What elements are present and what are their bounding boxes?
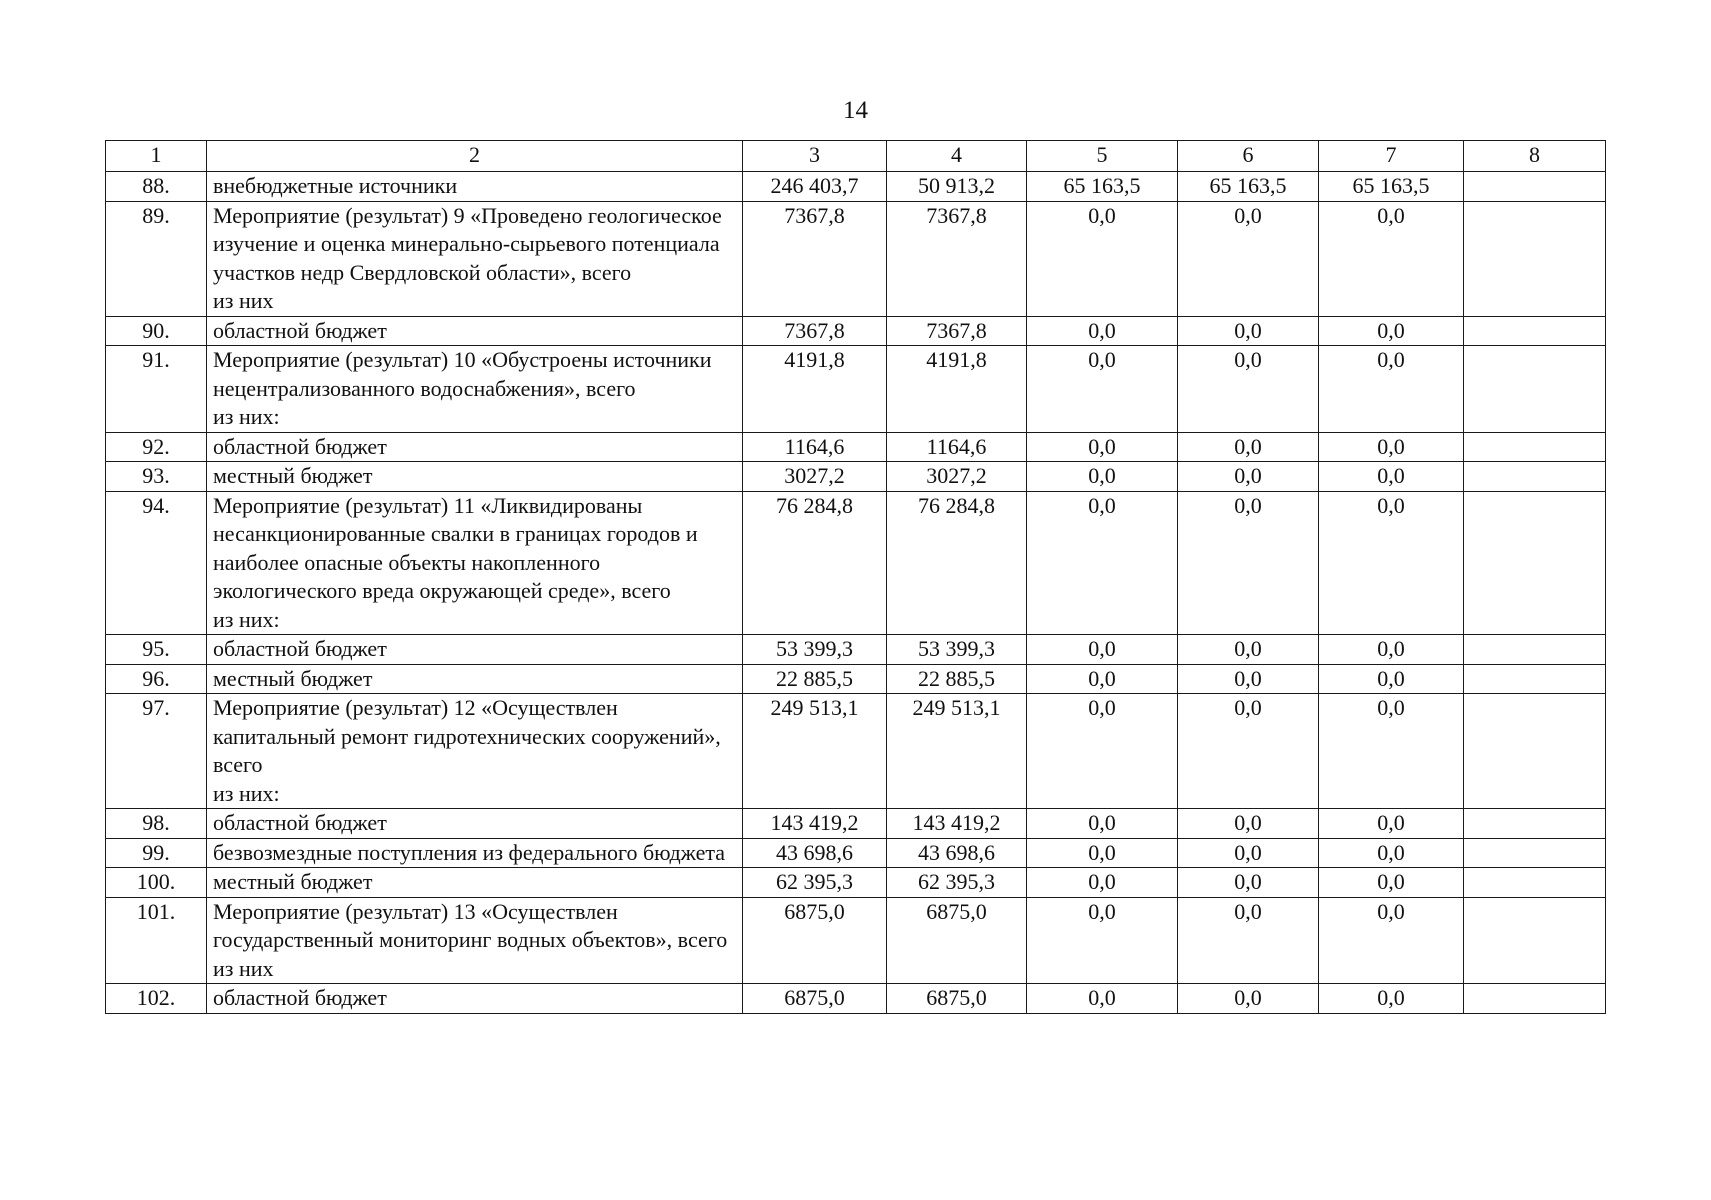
table-row [106, 664, 1606, 694]
value-cell-col6: 0,0 [1178, 201, 1319, 316]
value-cell-col8 [1464, 838, 1606, 868]
value-cell-col7: 0,0 [1319, 868, 1464, 898]
value-cell-col6: 0,0 [1178, 635, 1319, 665]
value-cell-col7: 0,0 [1319, 201, 1464, 316]
row-number-cell: 91. [106, 346, 207, 433]
value-cell-col8 [1464, 172, 1606, 202]
value-cell-col4: 50 913,2 [887, 172, 1027, 202]
value-cell-col4: 43 698,6 [887, 838, 1027, 868]
value-cell-col5: 0,0 [1027, 984, 1178, 1014]
value-cell-col4: 7367,8 [887, 201, 1027, 316]
value-cell-col6: 0,0 [1178, 491, 1319, 635]
value-cell-col3: 76 284,8 [743, 491, 887, 635]
table-row [106, 694, 1606, 809]
value-cell-col8 [1464, 694, 1606, 809]
value-cell-col5: 0,0 [1027, 346, 1178, 433]
value-cell-col6: 0,0 [1178, 984, 1319, 1014]
value-cell-col6: 0,0 [1178, 809, 1319, 839]
header-cell: 8 [1464, 141, 1606, 172]
page-number: 14 [843, 97, 868, 124]
table-row [106, 635, 1606, 665]
value-cell-col4: 3027,2 [887, 462, 1027, 492]
value-cell-col7: 0,0 [1319, 316, 1464, 346]
row-name-cell: местный бюджет [207, 664, 743, 694]
value-cell-col6: 0,0 [1178, 838, 1319, 868]
value-cell-col6: 0,0 [1178, 664, 1319, 694]
row-number-cell: 97. [106, 694, 207, 809]
table-body [106, 141, 1606, 1014]
row-number-cell: 88. [106, 172, 207, 202]
value-cell-col3: 3027,2 [743, 462, 887, 492]
value-cell-col4: 6875,0 [887, 984, 1027, 1014]
value-cell-col4: 1164,6 [887, 432, 1027, 462]
row-number-cell: 89. [106, 201, 207, 316]
table-row [106, 201, 1606, 316]
value-cell-col3: 4191,8 [743, 346, 887, 433]
value-cell-col8 [1464, 316, 1606, 346]
table-row [106, 868, 1606, 898]
value-cell-col7: 0,0 [1319, 664, 1464, 694]
table-row [106, 172, 1606, 202]
row-number-cell: 90. [106, 316, 207, 346]
value-cell-col6: 0,0 [1178, 897, 1319, 984]
value-cell-col4: 53 399,3 [887, 635, 1027, 665]
value-cell-col7: 65 163,5 [1319, 172, 1464, 202]
row-number-cell: 94. [106, 491, 207, 635]
row-number-cell: 95. [106, 635, 207, 665]
value-cell-col8 [1464, 897, 1606, 984]
value-cell-col8 [1464, 664, 1606, 694]
table-row [106, 838, 1606, 868]
row-number-cell: 102. [106, 984, 207, 1014]
value-cell-col5: 0,0 [1027, 838, 1178, 868]
header-cell: 2 [207, 141, 743, 172]
row-number-cell: 100. [106, 868, 207, 898]
value-cell-col5: 0,0 [1027, 201, 1178, 316]
table-row [106, 346, 1606, 433]
value-cell-col7: 0,0 [1319, 635, 1464, 665]
value-cell-col3: 7367,8 [743, 201, 887, 316]
value-cell-col4: 249 513,1 [887, 694, 1027, 809]
row-name-cell: внебюджетные источники [207, 172, 743, 202]
value-cell-col7: 0,0 [1319, 984, 1464, 1014]
value-cell-col8 [1464, 432, 1606, 462]
value-cell-col5: 0,0 [1027, 897, 1178, 984]
header-cell: 6 [1178, 141, 1319, 172]
value-cell-col3: 6875,0 [743, 984, 887, 1014]
value-cell-col3: 246 403,7 [743, 172, 887, 202]
value-cell-col3: 22 885,5 [743, 664, 887, 694]
row-name-cell: Мероприятие (результат) 10 «Обустроены источники нецентрализованного водоснабжения», всего из них: [207, 346, 743, 433]
value-cell-col6: 0,0 [1178, 432, 1319, 462]
row-name-cell: областной бюджет [207, 316, 743, 346]
row-number-cell: 93. [106, 462, 207, 492]
value-cell-col5: 0,0 [1027, 694, 1178, 809]
table-row [106, 897, 1606, 984]
value-cell-col6: 0,0 [1178, 868, 1319, 898]
value-cell-col3: 1164,6 [743, 432, 887, 462]
value-cell-col5: 0,0 [1027, 462, 1178, 492]
value-cell-col8 [1464, 201, 1606, 316]
value-cell-col6: 0,0 [1178, 694, 1319, 809]
value-cell-col6: 65 163,5 [1178, 172, 1319, 202]
value-cell-col7: 0,0 [1319, 838, 1464, 868]
value-cell-col3: 62 395,3 [743, 868, 887, 898]
value-cell-col3: 43 698,6 [743, 838, 887, 868]
header-cell: 1 [106, 141, 207, 172]
value-cell-col7: 0,0 [1319, 694, 1464, 809]
header-cell: 3 [743, 141, 887, 172]
row-name-cell: Мероприятие (результат) 12 «Осуществлен капитальный ремонт гидротехнических сооружений», всего из них: [207, 694, 743, 809]
table-row [106, 462, 1606, 492]
value-cell-col5: 0,0 [1027, 491, 1178, 635]
value-cell-col4: 22 885,5 [887, 664, 1027, 694]
row-number-cell: 98. [106, 809, 207, 839]
row-name-cell: безвозмездные поступления из федерального бюджета [207, 838, 743, 868]
row-name-cell: областной бюджет [207, 635, 743, 665]
header-row [106, 141, 1606, 172]
table-row [106, 984, 1606, 1014]
value-cell-col5: 65 163,5 [1027, 172, 1178, 202]
row-number-cell: 99. [106, 838, 207, 868]
value-cell-col7: 0,0 [1319, 462, 1464, 492]
row-name-cell: Мероприятие (результат) 9 «Проведено геологическое изучение и оценка минерально-сырьевого потенциала участков недр Свердловской области», всего из них [207, 201, 743, 316]
value-cell-col4: 4191,8 [887, 346, 1027, 433]
row-name-cell: областной бюджет [207, 984, 743, 1014]
value-cell-col4: 143 419,2 [887, 809, 1027, 839]
value-cell-col6: 0,0 [1178, 316, 1319, 346]
value-cell-col7: 0,0 [1319, 432, 1464, 462]
value-cell-col7: 0,0 [1319, 809, 1464, 839]
value-cell-col4: 7367,8 [887, 316, 1027, 346]
budget-table [105, 140, 1606, 1014]
value-cell-col3: 6875,0 [743, 897, 887, 984]
value-cell-col5: 0,0 [1027, 809, 1178, 839]
value-cell-col6: 0,0 [1178, 346, 1319, 433]
value-cell-col6: 0,0 [1178, 462, 1319, 492]
value-cell-col7: 0,0 [1319, 346, 1464, 433]
value-cell-col5: 0,0 [1027, 635, 1178, 665]
value-cell-col4: 76 284,8 [887, 491, 1027, 635]
value-cell-col3: 143 419,2 [743, 809, 887, 839]
value-cell-col3: 53 399,3 [743, 635, 887, 665]
value-cell-col3: 249 513,1 [743, 694, 887, 809]
value-cell-col7: 0,0 [1319, 897, 1464, 984]
value-cell-col4: 6875,0 [887, 897, 1027, 984]
value-cell-col8 [1464, 491, 1606, 635]
value-cell-col5: 0,0 [1027, 868, 1178, 898]
value-cell-col8 [1464, 984, 1606, 1014]
value-cell-col3: 7367,8 [743, 316, 887, 346]
row-name-cell: Мероприятие (результат) 13 «Осуществлен государственный мониторинг водных объектов», всего из них [207, 897, 743, 984]
table-row [106, 432, 1606, 462]
row-number-cell: 101. [106, 897, 207, 984]
header-cell: 7 [1319, 141, 1464, 172]
value-cell-col8 [1464, 462, 1606, 492]
value-cell-col8 [1464, 346, 1606, 433]
table-row [106, 316, 1606, 346]
row-name-cell: Мероприятие (результат) 11 «Ликвидированы несанкционированные свалки в границах городов и наиболее опасные объекты накопленного экологического вреда окружающей среде», всего из них: [207, 491, 743, 635]
value-cell-col4: 62 395,3 [887, 868, 1027, 898]
header-cell: 5 [1027, 141, 1178, 172]
value-cell-col5: 0,0 [1027, 664, 1178, 694]
value-cell-col8 [1464, 809, 1606, 839]
row-name-cell: областной бюджет [207, 809, 743, 839]
header-cell: 4 [887, 141, 1027, 172]
value-cell-col8 [1464, 635, 1606, 665]
row-number-cell: 92. [106, 432, 207, 462]
value-cell-col5: 0,0 [1027, 432, 1178, 462]
row-number-cell: 96. [106, 664, 207, 694]
value-cell-col5: 0,0 [1027, 316, 1178, 346]
table-row [106, 491, 1606, 635]
row-name-cell: местный бюджет [207, 868, 743, 898]
row-name-cell: местный бюджет [207, 462, 743, 492]
row-name-cell: областной бюджет [207, 432, 743, 462]
value-cell-col7: 0,0 [1319, 491, 1464, 635]
value-cell-col8 [1464, 868, 1606, 898]
table-row [106, 809, 1606, 839]
